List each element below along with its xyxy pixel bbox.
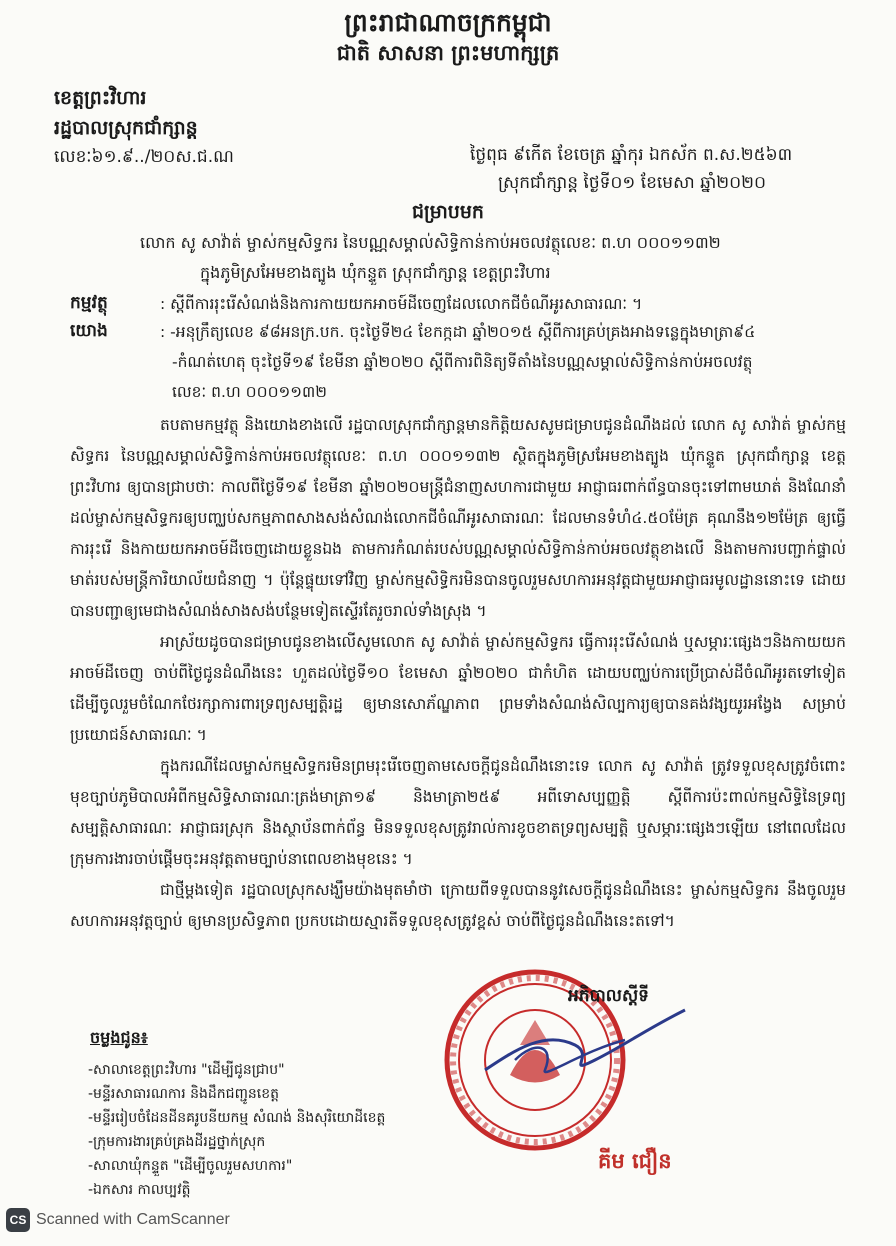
district-admin: រដ្ឋបាលស្រុកជាំក្សាន្ត — [54, 117, 198, 139]
reference-label: យោង — [70, 321, 108, 341]
body-paragraph-4: ជាថ្មីម្តងទៀត រដ្ឋបាលស្រុកសង្ឃឹមយ៉ាងមុតមាំថា ក្រោយពីទទួលបាននូវសេចក្តីជូនដំណឹងនេះ ម្ចាស់កម្មសិទ្ធករ នឹងចូលរួមសហការអនុវត្តច្បាប់ ឲ្យមានប្រសិទ្ធភាព ប្រកបដោយស្មារតីទទួលខុសត្រូវខ្ពស់ ចាប់ពីថ្ងៃជូនដំណឹងនេះតទៅ។ — [70, 881, 846, 930]
cc-item: -ក្រុមការងារគ្រប់គ្រងដីរដ្ឋថ្នាក់ស្រុក — [88, 1134, 266, 1150]
subject-text: : ស្តីពីការរុះរើសំណង់និងការកាយយកអាចម៍ដីចេញដែលលោកជីចំណីអូរសាធារណៈ ។ — [160, 295, 643, 313]
cc-item: -មន្ទីរសាធារណការ និងដឹកជញ្ជូនខេត្ត — [88, 1086, 279, 1102]
scanner-watermark — [6, 1208, 230, 1232]
signatory-name: គីម ជឿន — [598, 1149, 672, 1173]
kingdom-heading: ព្រះរាជាណាចក្រកម្ពុជា — [344, 8, 552, 37]
cc-item: -សាលាឃុំកន្ទួត "ដើម្បីចូលរួមសហការ" — [88, 1158, 293, 1174]
national-motto: ជាតិ សាសនា ព្រះមហាក្សត្រ — [336, 41, 560, 65]
body-text — [70, 410, 846, 937]
body-paragraph-1: តបតាមកម្មវត្ថុ និងយោងខាងលើ រដ្ឋបាលស្រុកជាំក្សាន្តមានកិត្តិយសសូមជម្រាបជូនដំណឹងដល់ លោក សូ សាវ៉ាត់ ម្ចាស់កម្មសិទ្ធករ នៃបណ្ណសម្គាល់សិទ្ធិកាន់កាប់អចលវត្ថុលេខៈ ព.ហ ០០០១១៣២ ស្ថិតក្នុងភូមិស្រអែមខាងត្បូង ឃុំកន្ទួត ស្រុកជាំក្សាន្ត ខេត្តព្រះវិហារ ឲ្យបានជ្រាបថាៈ កាលពីថ្ងៃទី១៩ ខែមីនា ឆ្នាំ២០២០មន្ត្រីជំនាញសហការជាមួយ អាជ្ញាធរពាក់ព័ន្ធបានចុះទៅពាមឃាត់ និងណែនាំដល់ម្ចាស់កម្មសិទ្ធករឲ្យបញ្ឈប់សកម្មភាពសាងសង់សំណង់លោកជីចំណីអូរសាធារណៈ ដែលមានទំហំ៤.៥០ម៉ែត្រ គុណនឹង១២ម៉ែត្រ ឲ្យធ្វើការរុះរើ និងកាយយកអាចម៍ដីចេញដោយខ្លួនឯង តាមការកំណត់របស់បណ្ណសម្គាល់សិទ្ធិកាន់កាប់អចលវត្ថុខាងលើ និងតាមការបញ្ជាក់ផ្ទាល់មាត់របស់មន្ត្រីការិយាល័យជំនាញ ។ ប៉ុន្តែផ្ទុយទៅវិញ ម្ចាស់កម្មសិទ្ធិករមិនបានចូលរួមសហការអនុវត្តជាមួយអាជ្ញាធរមូលដ្ឋាននោះទេ ដោយបានបញ្ជាឲ្យមេជាងសំណង់សាងសង់បន្ថែមទៀតស្ទើរតែរួចរាល់ទាំងស្រុង ។ — [70, 416, 846, 620]
reference-line-1: : -អនុក្រឹត្យលេខ ៩៨អនក្រ.បក. ចុះថ្ងៃទី២៤ ខែកក្កដា ឆ្នាំ២០១៥ ស្តីពីការគ្រប់គ្រងអាងទន្លេក្នុងមាត្រា៩៤ — [160, 323, 756, 341]
body-paragraph-2: អាស្រ័យដូចបានជម្រាបជូនខាងលើសូមលោក សូ សាវ៉ាត់ ម្ចាស់កម្មសិទ្ធករ ធ្វើការរុះរើសំណង់ ឬសម្ភារៈផ្សេងៗនិងកាយយកអាចម៍ដីចេញ ចាប់ពីថ្ងៃជូនដំណឹងនេះ ហួតដល់ថ្ងៃទី១០ ខែមេសា ឆ្នាំ២០២០ ជាកំហិត ដោយបញ្ឈប់ការប្រើប្រាស់ដីចំណីអូរតទៅទៀត ដើម្បីចូលរួមចំណែកថែរក្សាការពារទ្រព្យសម្បត្តិរដ្ឋ ឲ្យមានសោភ័ណ្ឌភាព ព្រមទាំងសំណង់សិល្បការ្យឲ្យបានគង់វង្សយូរអង្វែង សម្រាប់ប្រយោជន៍សាធារណៈ ។ — [70, 633, 846, 744]
lunar-date: ថ្ងៃពុធ ៩កើត ខែចេត្រ ឆ្នាំកុរ ឯកស័ក ព.ស.២៥៦៣ — [470, 145, 793, 165]
recipient-line-2: ក្នុងភូមិស្រអែមខាងត្បូង ឃុំកន្ទួត ស្រុកជាំក្សាន្ត ខេត្តព្រះវិហារ — [200, 263, 551, 282]
notice-title: ជម្រាបមក — [412, 201, 484, 223]
recipient-line-1: លោក សូ សាវ៉ាត់ ម្ចាស់កម្មសិទ្ធករ នៃបណ្ណសម្គាល់សិទ្ធិកាន់កាប់អចលវត្ថុលេខៈ ព.ហ ០០០១១៣២ — [140, 233, 721, 252]
camscanner-logo-icon: CS — [6, 1208, 30, 1232]
cc-title: ចម្លងជូន៖ — [90, 1028, 148, 1047]
reference-number: លេខៈ៦១.៩../២០ស.ជ.ណ — [54, 147, 234, 167]
cc-item: -ឯកសារ កាលប្បវត្តិ — [88, 1182, 191, 1198]
cc-item: -សាលាខេត្តព្រះវិហារ "ដើម្បីជូនជ្រាប" — [88, 1062, 285, 1078]
scanner-text: Scanned with CamScanner — [36, 1211, 230, 1228]
body-paragraph-3: ក្នុងករណីដែលម្ចាស់កម្មសិទ្ធករមិនព្រមរុះរើចេញតាមសេចក្តីជូនដំណឹងនោះទេ លោក សូ សាវ៉ាត់ ត្រូវទទួលខុសត្រូវចំពោះមុខច្បាប់ភូមិបាលអំពីកម្មសិទ្ធិសាធារណៈត្រង់មាត្រា១៩ និងមាត្រា២៥៩ អពីទោសប្បញ្ញត្តិ ស្តីពីការប៉ះពាល់កម្មសិទ្ធិនៃទ្រព្យសម្បត្តិសាធារណៈ អាជ្ញាធរស្រុក និងស្ថាប័នពាក់ព័ន្ធ មិនទទួលខុសត្រូវរាល់ការខូចខាតទ្រព្យសម្បត្តិ ឬសម្ភារៈផ្សេងៗឡើយ នៅពេលដែលក្រុមការងារចាប់ផ្តើមចុះអនុវត្តតាមច្បាប់នាពេលខាងមុខនេះ ។ — [70, 757, 846, 868]
solar-date: ស្រុកជាំក្សាន្ត ថ្ងៃទី០១ ខែមេសា ឆ្នាំ២០២០ — [498, 173, 767, 193]
subject-label: កម្មវត្ថុ — [70, 293, 108, 313]
reference-line-3: លេខៈ ព.ហ ០០០១១៣២ — [172, 383, 327, 401]
reference-line-2: -កំណត់ហេតុ ចុះថ្ងៃទី១៩ ខែមីនា ឆ្នាំ២០២០ ស្តីពីការពិនិត្យទីតាំងនៃបណ្ណសម្គាល់សិទ្ធិកាន់កាប់អចលវត្ថុ — [172, 353, 753, 371]
province-name: ខេត្តព្រះវិហារ — [54, 87, 147, 109]
signatory-title: អភិបាលស្តីទី — [568, 986, 649, 1006]
cc-item: -មន្ទីររៀបចំដែនដីនគរូបនីយកម្ម សំណង់ និងសុរិយោដីខេត្ត — [88, 1110, 386, 1126]
